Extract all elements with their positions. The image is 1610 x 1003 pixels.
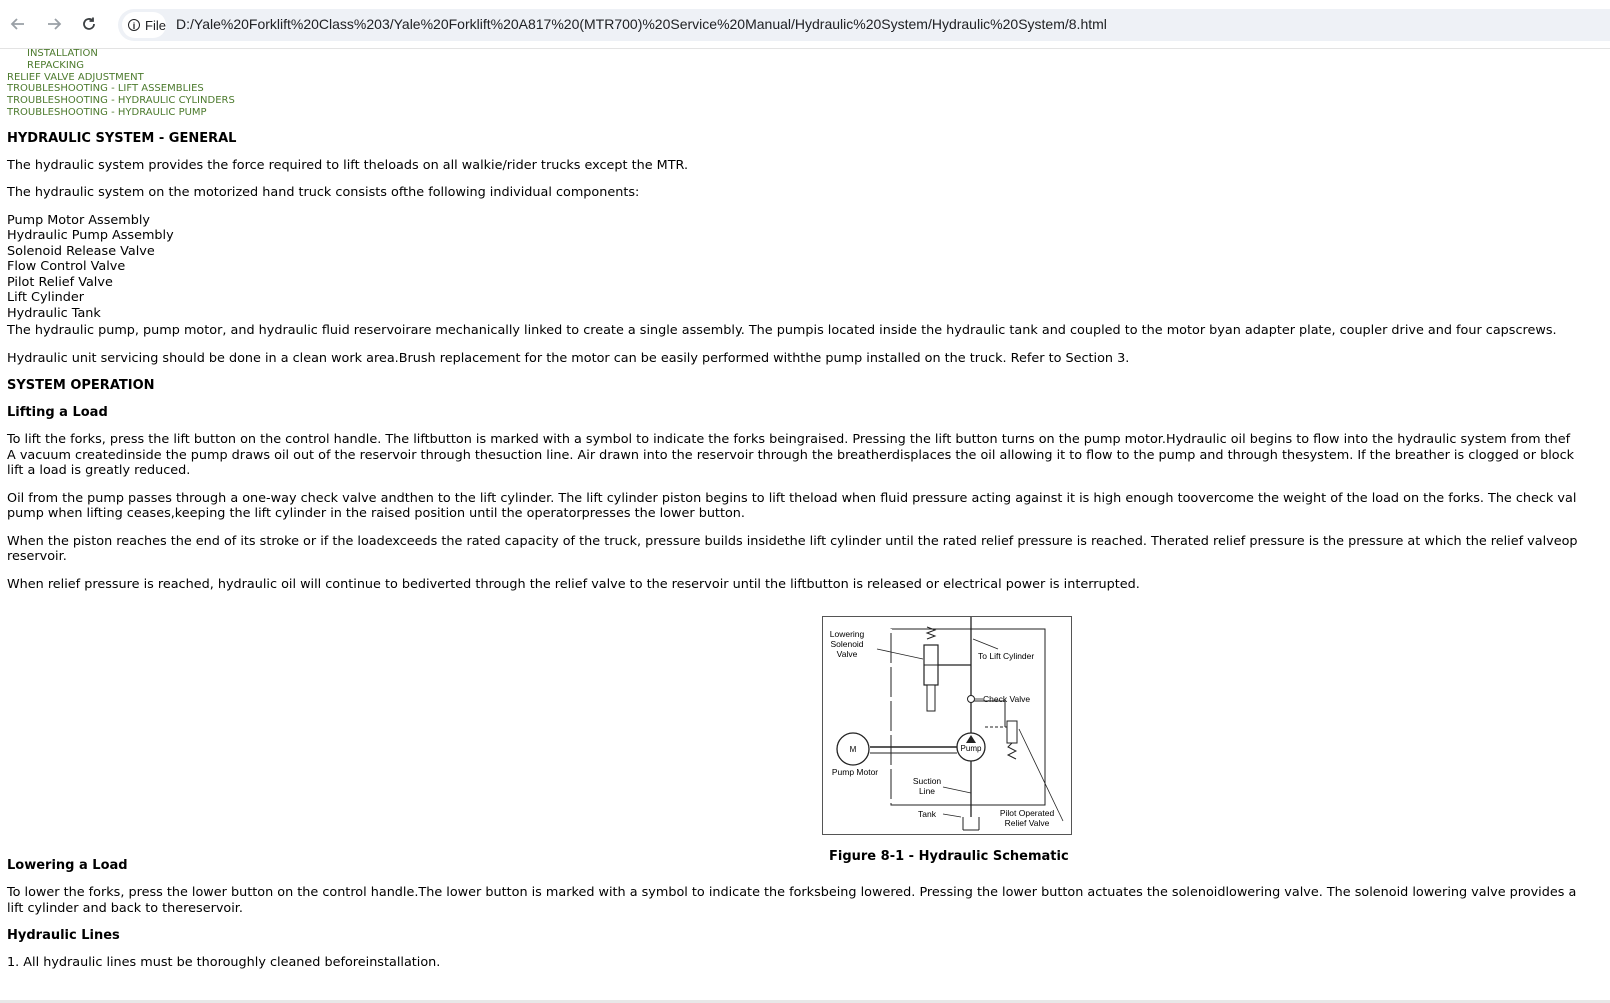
general-paragraph: The hydraulic pump, pump motor, and hydraulic fluid reservoirare mechanically linked to create a single assembly. The pumpis located inside the hydraulic tank and coupled to the motor byan adapter plate, coupler drive and four capscrews.	[7, 323, 1557, 339]
to-lift-cylinder-label: To Lift Cylinder	[978, 651, 1035, 661]
url-text[interactable]: D:/Yale%20Forklift%20Class%203/Yale%20Forklift%20A817%20(MTR700)%20Service%20Manual/Hydraulic%20System/Hydraulic%20System/8.html	[176, 16, 1107, 32]
operation-heading: SYSTEM OPERATION	[7, 378, 155, 394]
figure-caption: Figure 8-1 - Hydraulic Schematic	[829, 849, 1069, 864]
suction-line-label: Suction	[912, 776, 942, 786]
lowering-solenoid-label: Valve	[836, 649, 858, 659]
general-heading: HYDRAULIC SYSTEM - GENERAL	[7, 130, 237, 146]
browser-toolbar	[0, 0, 1610, 49]
suction-line-label: Line	[918, 786, 936, 796]
lowering-solenoid-label: Solenoid	[830, 639, 864, 649]
reload-button[interactable]	[77, 12, 101, 36]
lifting-paragraph	[7, 432, 1607, 479]
lifting-paragraph	[7, 491, 1607, 522]
toc-link-installation[interactable]: INSTALLATION	[27, 48, 98, 59]
component-list	[7, 213, 1607, 322]
scheme-label: File	[145, 17, 166, 33]
list-item: Pilot Relief Valve	[7, 274, 113, 290]
list-item: Hydraulic Pump Assembly	[7, 228, 174, 244]
hydraulic-schematic-figure	[822, 616, 1072, 835]
text-line: lift cylinder and back to thereservoir.	[7, 900, 243, 916]
general-paragraph: The hydraulic system provides the force required to lift theloads on all walkie/rider trucks except the MTR.	[7, 157, 689, 173]
tank-label: Tank	[918, 809, 936, 819]
text-line: To lower the forks, press the lower button on the control handle.The lower button is marked with a symbol to indicate the forksbeing lowered. Pressing the lower button actuates the solenoidlowering valve. The solenoid lowering valve provides a	[7, 885, 1577, 901]
lowering-heading: Lowering a Load	[7, 858, 128, 874]
toc-link-troubleshooting-lift[interactable]: TROUBLESHOOTING - LIFT ASSEMBLIES	[7, 83, 204, 95]
lines-paragraph: 1. All hydraulic lines must be thoroughly cleaned beforeinstallation.	[7, 955, 441, 971]
toc-link-troubleshooting-pump[interactable]: TROUBLESHOOTING - HYDRAULIC PUMP	[7, 106, 207, 118]
check-valve-label: Check Valve	[983, 694, 1031, 704]
lowering-paragraph	[7, 885, 1607, 916]
table-of-contents	[7, 48, 1607, 119]
text-line: lift a load is greatly reduced.	[7, 463, 191, 479]
arrow-left-icon	[10, 16, 26, 32]
hydraulic-schematic-diagram	[823, 617, 1071, 834]
address-bar[interactable]	[118, 9, 1610, 41]
lines-heading: Hydraulic Lines	[7, 928, 120, 944]
lowering-solenoid-label: Lowering	[829, 629, 865, 639]
back-button[interactable]	[6, 12, 30, 36]
lifting-heading: Lifting a Load	[7, 405, 108, 421]
page-content	[7, 48, 1607, 971]
pump-label: Pump	[960, 744, 982, 753]
text-line: To lift the forks, press the lift button on the control handle. The liftbutton is marked with a symbol to indicate the forks beingraised. Pressing the lift button turns on the pump motor.Hydraulic oil begins to flow into the hydraulic system from thef	[7, 432, 1571, 448]
toc-link-relief-valve-adjustment[interactable]: RELIEF VALVE ADJUSTMENT	[7, 71, 144, 83]
text-line: A vacuum createdinside the pump draws oil out of the reservoir through thesuction line. Air drawn into the reservoir through the breatherdisplaces the oil allowing it to flow to the pump and through thesystem. If the breather is clogged or block	[7, 447, 1575, 463]
info-icon: i	[128, 19, 140, 31]
text-line: When the piston reaches the end of its stroke or if the loadexceeds the rated capacity of the truck, pressure builds insidethe lift cylinder until the rated relief pressure is reached. Therated relief pressure is the pressure at which the relief valveop	[7, 533, 1578, 549]
general-paragraph: The hydraulic system on the motorized hand truck consists ofthe following individual components:	[7, 185, 640, 201]
toc-link-repacking[interactable]: REPACKING	[27, 59, 85, 71]
lifting-paragraph: When relief pressure is reached, hydraulic oil will continue to bediverted through the relief valve to the reservoir until the liftbutton is released or electrical power is interrupted.	[7, 576, 1140, 592]
pilot-relief-label: Relief Valve	[1004, 818, 1050, 828]
lifting-paragraph	[7, 534, 1607, 565]
general-paragraph: Hydraulic unit servicing should be done in a clean work area.Brush replacement for the motor can be easily performed withthe pump installed on the truck. Refer to Section 3.	[7, 350, 1130, 366]
text-line: Oil from the pump passes through a one-way check valve andthen to the lift cylinder. The lift cylinder piston begins to lift theload when fluid pressure acting against it is high enough toovercome the weight of the load on the forks. The check val	[7, 490, 1577, 506]
toc-link-troubleshooting-cylinders[interactable]: TROUBLESHOOTING - HYDRAULIC CYLINDERS	[7, 95, 235, 107]
arrow-right-icon	[46, 16, 62, 32]
reload-icon	[81, 16, 97, 32]
pilot-relief-label: Pilot Operated	[999, 808, 1055, 818]
list-item: Pump Motor Assembly	[7, 212, 150, 228]
list-item: Lift Cylinder	[7, 290, 85, 306]
site-info-chip[interactable]	[122, 12, 166, 38]
motor-label: M	[849, 745, 857, 754]
forward-button[interactable]	[42, 12, 66, 36]
text-line: reservoir.	[7, 549, 67, 565]
pump-motor-label: Pump Motor	[831, 767, 879, 777]
list-item: Solenoid Release Valve	[7, 243, 155, 259]
list-item: Hydraulic Tank	[7, 305, 101, 321]
figure-spacer	[7, 592, 1607, 858]
list-item: Flow Control Valve	[7, 259, 126, 275]
text-line: pump when lifting ceases,keeping the lift cylinder in the raised position until the operatorpresses the lower button.	[7, 506, 745, 522]
